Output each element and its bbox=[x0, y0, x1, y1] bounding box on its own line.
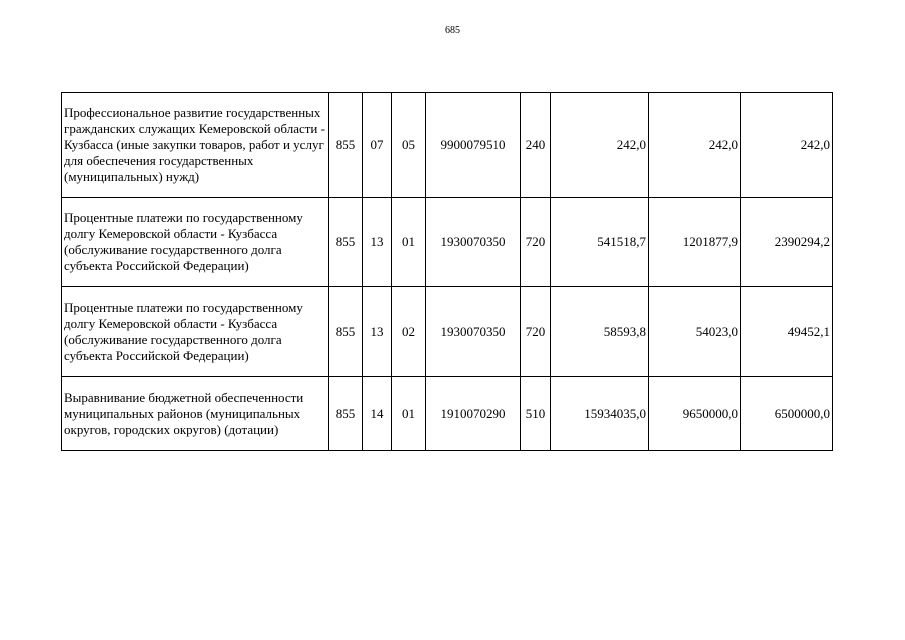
amount-year-2: 54023,0 bbox=[649, 287, 741, 377]
row-name: Процентные платежи по государственному долгу Кемеровской области - Кузбасса (обслуживание государственного долга субъекта Российской Федерации) bbox=[62, 287, 329, 377]
amount-year-3: 6500000,0 bbox=[741, 377, 833, 451]
amount-year-2: 1201877,9 bbox=[649, 198, 741, 287]
row-name: Выравнивание бюджетной обеспеченности муниципальных районов (муниципальных округов, городских округов) (дотации) bbox=[62, 377, 329, 451]
amount-year-1: 541518,7 bbox=[551, 198, 649, 287]
amount-year-3: 242,0 bbox=[741, 93, 833, 198]
budget-table bbox=[61, 92, 833, 451]
section-code: 14 bbox=[363, 377, 392, 451]
target-article-code: 1910070290 bbox=[426, 377, 521, 451]
amount-year-3: 49452,1 bbox=[741, 287, 833, 377]
target-article-code: 1930070350 bbox=[426, 287, 521, 377]
table-row bbox=[62, 377, 833, 451]
row-name: Профессиональное развитие государственных гражданских служащих Кемеровской области - Кузбасса (иные закупки товаров, работ и услуг для обеспечения государственных (муниципальных) нужд) bbox=[62, 93, 329, 198]
amount-year-2: 242,0 bbox=[649, 93, 741, 198]
ministry-code: 855 bbox=[329, 93, 363, 198]
subsection-code: 02 bbox=[392, 287, 426, 377]
amount-year-1: 15934035,0 bbox=[551, 377, 649, 451]
expense-type-code: 240 bbox=[521, 93, 551, 198]
expense-type-code: 510 bbox=[521, 377, 551, 451]
ministry-code: 855 bbox=[329, 287, 363, 377]
section-code: 07 bbox=[363, 93, 392, 198]
amount-year-2: 9650000,0 bbox=[649, 377, 741, 451]
target-article-code: 1930070350 bbox=[426, 198, 521, 287]
ministry-code: 855 bbox=[329, 198, 363, 287]
section-code: 13 bbox=[363, 198, 392, 287]
ministry-code: 855 bbox=[329, 377, 363, 451]
amount-year-1: 58593,8 bbox=[551, 287, 649, 377]
amount-year-1: 242,0 bbox=[551, 93, 649, 198]
page-number: 685 bbox=[445, 25, 460, 36]
subsection-code: 01 bbox=[392, 198, 426, 287]
expense-type-code: 720 bbox=[521, 198, 551, 287]
section-code: 13 bbox=[363, 287, 392, 377]
amount-year-3: 2390294,2 bbox=[741, 198, 833, 287]
table-row bbox=[62, 198, 833, 287]
row-name: Процентные платежи по государственному долгу Кемеровской области - Кузбасса (обслуживание государственного долга субъекта Российской Федерации) bbox=[62, 198, 329, 287]
target-article-code: 9900079510 bbox=[426, 93, 521, 198]
subsection-code: 01 bbox=[392, 377, 426, 451]
table-row bbox=[62, 93, 833, 198]
table-row bbox=[62, 287, 833, 377]
expense-type-code: 720 bbox=[521, 287, 551, 377]
subsection-code: 05 bbox=[392, 93, 426, 198]
